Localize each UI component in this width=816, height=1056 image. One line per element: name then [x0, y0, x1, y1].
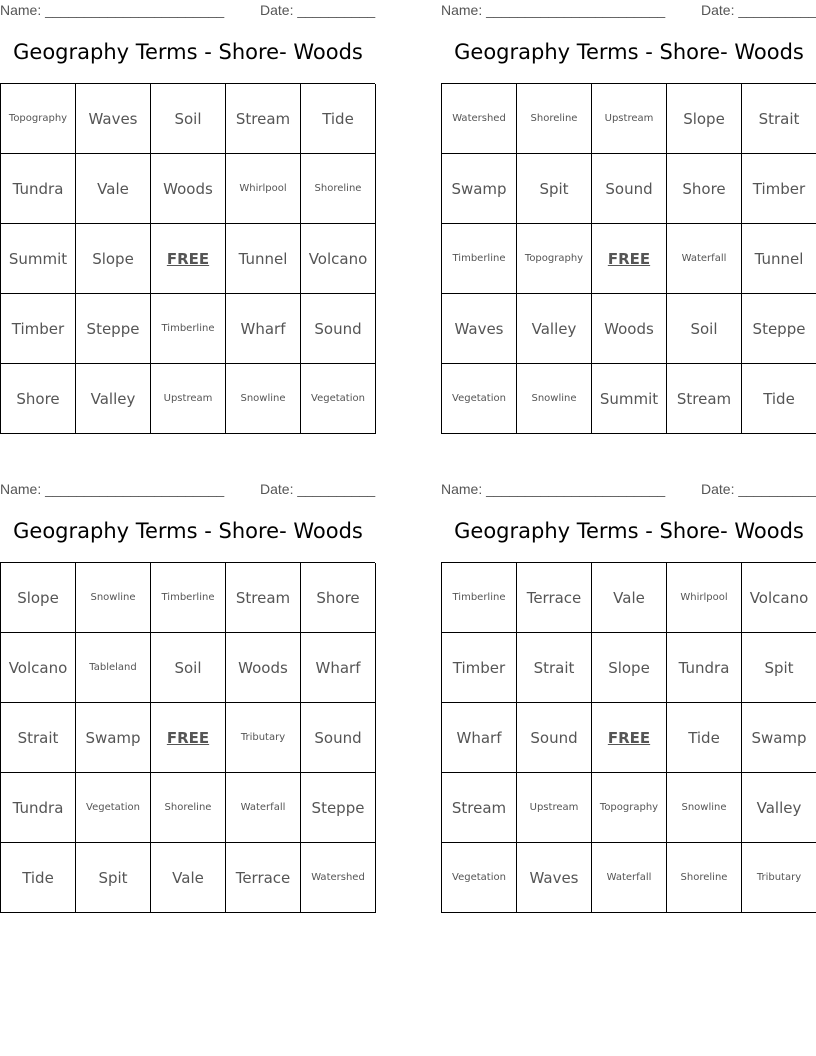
bingo-cell — [667, 154, 742, 224]
bingo-cell — [151, 633, 226, 703]
bingo-cell-word: Tide — [688, 728, 720, 747]
bingo-cell-word: Slope — [608, 658, 650, 677]
bingo-cell — [301, 364, 376, 434]
bingo-cell-word: Vale — [97, 179, 129, 198]
bingo-cell — [1, 843, 76, 913]
bingo-cell — [151, 843, 226, 913]
bingo-cell — [226, 294, 301, 364]
bingo-cell-word: Sound — [605, 179, 653, 198]
bingo-cell — [592, 843, 667, 913]
name-field-label: Name: _______________________ — [441, 2, 666, 18]
bingo-cell-word: Tributary — [756, 872, 802, 883]
card-title: Geography Terms - Shore- Woods — [454, 519, 804, 543]
bingo-cell — [1, 563, 76, 633]
bingo-cell-word: Swamp — [451, 179, 507, 198]
bingo-cell — [1, 154, 76, 224]
bingo-cell-word: Tundra — [12, 179, 64, 198]
bingo-cell-word: Whirlpool — [680, 592, 728, 603]
bingo-cell-word: Swamp — [85, 728, 141, 747]
bingo-grid — [441, 562, 816, 913]
date-field-label: Date: __________ — [260, 2, 376, 18]
bingo-cell — [742, 294, 816, 364]
name-field-label: Name: _______________________ — [0, 481, 225, 497]
bingo-cell-word: Shore — [316, 588, 360, 607]
bingo-cell-word: Timber — [752, 179, 806, 198]
bingo-cell — [517, 633, 592, 703]
bingo-cell — [76, 224, 151, 294]
bingo-cell-word: Strait — [758, 109, 800, 128]
bingo-cell — [151, 84, 226, 154]
bingo-cell — [151, 563, 226, 633]
bingo-cell-word: FREE — [607, 728, 651, 747]
bingo-cell — [76, 633, 151, 703]
bingo-cell — [76, 563, 151, 633]
bingo-cell-word: Vegetation — [452, 872, 506, 883]
bingo-cell — [742, 224, 816, 294]
bingo-cell — [301, 154, 376, 224]
bingo-cell — [667, 224, 742, 294]
card-title: Geography Terms - Shore- Woods — [13, 40, 363, 64]
bingo-cell-word: Spit — [764, 658, 794, 677]
date-field-label: Date: __________ — [701, 481, 816, 497]
bingo-cell — [442, 843, 517, 913]
bingo-cell — [517, 843, 592, 913]
bingo-cell — [742, 84, 816, 154]
bingo-cell-word: Slope — [92, 249, 134, 268]
bingo-cell — [76, 773, 151, 843]
bingo-cell-word: Shore — [682, 179, 726, 198]
bingo-cell — [226, 84, 301, 154]
bingo-cell-word: Upstream — [163, 393, 213, 404]
bingo-cell-word: Waves — [454, 319, 504, 338]
bingo-cell-word: Sound — [314, 319, 362, 338]
bingo-cell-word: Timberline — [161, 323, 215, 334]
bingo-cell — [442, 294, 517, 364]
bingo-cell-word: Snowline — [90, 592, 136, 603]
bingo-cell — [517, 563, 592, 633]
bingo-cell-word: Steppe — [86, 319, 140, 338]
bingo-cell-word: Snowline — [240, 393, 286, 404]
bingo-cell-word: Wharf — [315, 658, 361, 677]
name-date-row — [0, 2, 376, 20]
bingo-cell-word: Valley — [531, 319, 577, 338]
bingo-cell-word: Slope — [683, 109, 725, 128]
bingo-cell-word: Timber — [452, 658, 506, 677]
bingo-cell-word: Stream — [235, 588, 291, 607]
bingo-cell — [301, 843, 376, 913]
bingo-cell-word: Snowline — [681, 802, 727, 813]
bingo-cell-word: Snowline — [531, 393, 577, 404]
bingo-cell — [742, 773, 816, 843]
bingo-cell-word: Stream — [676, 389, 732, 408]
bingo-cell-word: Topography — [8, 113, 68, 124]
bingo-cell-word: Tide — [322, 109, 354, 128]
bingo-cell — [442, 364, 517, 434]
bingo-cell — [1, 364, 76, 434]
bingo-cell — [442, 773, 517, 843]
bingo-card — [0, 479, 376, 919]
bingo-cell-word: Tundra — [12, 798, 64, 817]
bingo-cell-word: Vale — [172, 868, 204, 887]
bingo-cell — [592, 294, 667, 364]
bingo-cell — [151, 294, 226, 364]
bingo-cell — [592, 773, 667, 843]
bingo-card — [441, 479, 816, 919]
date-field-label: Date: __________ — [701, 2, 816, 18]
bingo-cell-word: Swamp — [751, 728, 807, 747]
bingo-card — [0, 0, 376, 440]
date-field-label: Date: __________ — [260, 481, 376, 497]
bingo-cell-word: Stream — [235, 109, 291, 128]
bingo-cell — [76, 294, 151, 364]
bingo-cell — [667, 294, 742, 364]
bingo-cell-word: Stream — [451, 798, 507, 817]
bingo-cell — [442, 703, 517, 773]
bingo-cell-word: Steppe — [752, 319, 806, 338]
bingo-grid — [441, 83, 816, 434]
bingo-cell — [151, 224, 226, 294]
bingo-cell — [442, 633, 517, 703]
bingo-cell — [442, 84, 517, 154]
bingo-cell-word: Terrace — [235, 868, 291, 887]
name-date-row — [0, 481, 376, 499]
bingo-cell — [1, 773, 76, 843]
bingo-cell — [742, 154, 816, 224]
bingo-cell-word: Waterfall — [240, 802, 286, 813]
bingo-cell — [226, 843, 301, 913]
bingo-cell — [517, 154, 592, 224]
bingo-cell — [667, 563, 742, 633]
bingo-cell — [517, 703, 592, 773]
bingo-cell-word: Vegetation — [452, 393, 506, 404]
bingo-cell — [742, 703, 816, 773]
name-date-row — [441, 2, 816, 20]
bingo-cell — [301, 703, 376, 773]
bingo-cell — [226, 563, 301, 633]
bingo-cell-word: Spit — [539, 179, 569, 198]
bingo-cell — [667, 633, 742, 703]
bingo-cell-word: Soil — [174, 109, 202, 128]
card-title: Geography Terms - Shore- Woods — [454, 40, 804, 64]
bingo-cell-word: Soil — [690, 319, 718, 338]
bingo-cell — [151, 154, 226, 224]
bingo-cell-word: Tunnel — [754, 249, 804, 268]
bingo-cell — [301, 224, 376, 294]
bingo-cell — [226, 633, 301, 703]
bingo-cell-word: Woods — [604, 319, 654, 338]
bingo-cell-word: Shoreline — [314, 183, 362, 194]
bingo-cell — [226, 224, 301, 294]
bingo-cell — [151, 364, 226, 434]
bingo-cell-word: Slope — [17, 588, 59, 607]
bingo-cell-word: Waterfall — [681, 253, 727, 264]
bingo-cell-word: Strait — [533, 658, 575, 677]
bingo-cell — [667, 364, 742, 434]
bingo-cell-word: Shoreline — [164, 802, 212, 813]
bingo-cell — [301, 294, 376, 364]
bingo-cell — [1, 294, 76, 364]
bingo-cell-word: Wharf — [456, 728, 502, 747]
bingo-cell — [1, 633, 76, 703]
bingo-cell — [592, 633, 667, 703]
bingo-cell-word: Steppe — [311, 798, 365, 817]
bingo-cell-word: Watershed — [311, 872, 365, 883]
bingo-cell — [667, 843, 742, 913]
bingo-cell — [517, 224, 592, 294]
bingo-cell — [442, 224, 517, 294]
bingo-cell-word: Volcano — [8, 658, 68, 677]
bingo-cell-word: Spit — [98, 868, 128, 887]
bingo-cell — [742, 563, 816, 633]
bingo-cell — [226, 154, 301, 224]
bingo-cell — [76, 703, 151, 773]
bingo-cell-word: Timberline — [452, 253, 506, 264]
bingo-cell-word: Strait — [17, 728, 59, 747]
bingo-cell — [76, 843, 151, 913]
bingo-cell-word: Timber — [11, 319, 65, 338]
bingo-cell-word: Shore — [16, 389, 60, 408]
bingo-cell — [592, 224, 667, 294]
bingo-cell-word: Whirlpool — [239, 183, 287, 194]
bingo-cell-word: Wharf — [240, 319, 286, 338]
bingo-cell-word: Terrace — [526, 588, 582, 607]
bingo-cell — [226, 364, 301, 434]
bingo-cell-word: Waterfall — [606, 872, 652, 883]
bingo-cell-word: Tunnel — [238, 249, 288, 268]
bingo-cell — [592, 84, 667, 154]
bingo-cell-word: Vegetation — [311, 393, 365, 404]
bingo-cell-word: Tableland — [89, 662, 137, 673]
bingo-cell — [301, 633, 376, 703]
bingo-cell — [742, 633, 816, 703]
bingo-cell-word: FREE — [166, 728, 210, 747]
bingo-cell — [592, 703, 667, 773]
bingo-cell — [517, 84, 592, 154]
bingo-cell — [76, 84, 151, 154]
bingo-cell — [1, 703, 76, 773]
bingo-cell-word: FREE — [166, 249, 210, 268]
bingo-grid — [0, 83, 375, 434]
bingo-cell-word: Tributary — [240, 732, 286, 743]
bingo-cell — [592, 154, 667, 224]
bingo-cell-word: Timberline — [161, 592, 215, 603]
bingo-cell — [517, 364, 592, 434]
bingo-cell-word: Summit — [8, 249, 68, 268]
bingo-cell — [151, 773, 226, 843]
bingo-cell-word: Woods — [238, 658, 288, 677]
bingo-cell-word: Watershed — [452, 113, 506, 124]
bingo-cell — [442, 154, 517, 224]
bingo-cell-word: Vegetation — [86, 802, 140, 813]
bingo-cell-word: Soil — [174, 658, 202, 677]
bingo-cell-word: Tide — [22, 868, 54, 887]
card-title: Geography Terms - Shore- Woods — [13, 519, 363, 543]
name-field-label: Name: _______________________ — [441, 481, 666, 497]
bingo-cell-word: Volcano — [749, 588, 809, 607]
bingo-cell-word: FREE — [607, 249, 651, 268]
bingo-card — [441, 0, 816, 440]
bingo-cell — [226, 703, 301, 773]
bingo-cell — [517, 294, 592, 364]
bingo-cell-word: Summit — [599, 389, 659, 408]
bingo-cell-word: Valley — [90, 389, 136, 408]
bingo-cell-word: Upstream — [604, 113, 654, 124]
bingo-cell-word: Waves — [529, 868, 579, 887]
bingo-cell-word: Upstream — [529, 802, 579, 813]
bingo-cell — [301, 773, 376, 843]
bingo-cell — [1, 84, 76, 154]
bingo-cell-word: Woods — [163, 179, 213, 198]
bingo-cell-word: Sound — [314, 728, 362, 747]
bingo-cell — [301, 563, 376, 633]
bingo-cell — [667, 773, 742, 843]
bingo-cell-word: Timberline — [452, 592, 506, 603]
bingo-cell — [592, 364, 667, 434]
bingo-cell-word: Vale — [613, 588, 645, 607]
bingo-cell — [1, 224, 76, 294]
bingo-cell-word: Waves — [88, 109, 138, 128]
bingo-cell — [226, 773, 301, 843]
bingo-cell — [667, 84, 742, 154]
bingo-cell-word: Valley — [756, 798, 802, 817]
bingo-cell — [742, 843, 816, 913]
bingo-grid — [0, 562, 375, 913]
bingo-cell-word: Topography — [524, 253, 584, 264]
bingo-cell — [742, 364, 816, 434]
bingo-cell — [592, 563, 667, 633]
name-field-label: Name: _______________________ — [0, 2, 225, 18]
bingo-cell-word: Sound — [530, 728, 578, 747]
bingo-cell-word: Tide — [763, 389, 795, 408]
bingo-cell — [301, 84, 376, 154]
bingo-cell — [517, 773, 592, 843]
bingo-cell-word: Shoreline — [530, 113, 578, 124]
bingo-cell — [76, 154, 151, 224]
bingo-cell-word: Volcano — [308, 249, 368, 268]
name-date-row — [441, 481, 816, 499]
bingo-cell-word: Tundra — [678, 658, 730, 677]
bingo-cell — [151, 703, 226, 773]
bingo-cell — [667, 703, 742, 773]
bingo-cell — [76, 364, 151, 434]
bingo-cell-word: Topography — [599, 802, 659, 813]
bingo-cell — [442, 563, 517, 633]
bingo-cell-word: Shoreline — [680, 872, 728, 883]
